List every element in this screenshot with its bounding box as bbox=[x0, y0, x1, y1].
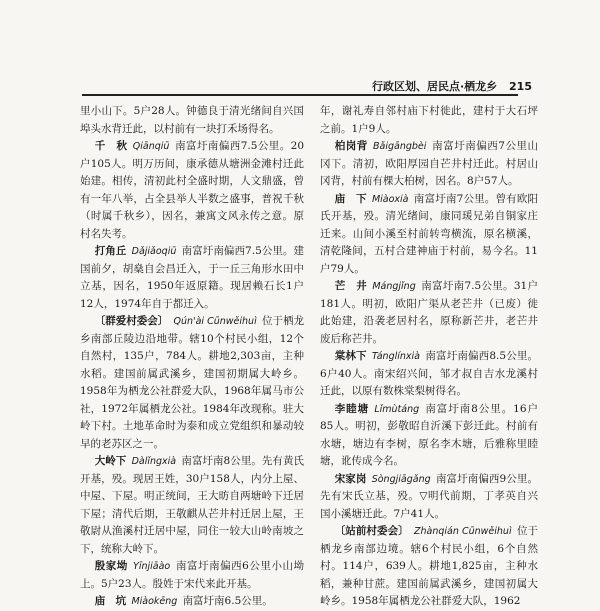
right-column bbox=[320, 103, 538, 611]
page-number: 215 bbox=[509, 80, 532, 93]
entry-name: 棠林下 bbox=[334, 350, 367, 362]
entry-name: 李睦塘 bbox=[334, 402, 370, 415]
running-header bbox=[372, 78, 532, 94]
gazetteer-entry bbox=[80, 558, 304, 593]
entry-pinyin: Zhànqián Cūnwěihuì bbox=[414, 526, 512, 537]
entry-name: 〔站前村委会〕 bbox=[334, 525, 409, 537]
continued-text bbox=[80, 103, 304, 138]
gazetteer-entry bbox=[80, 138, 304, 243]
entry-name: 千 秋 bbox=[94, 140, 128, 152]
entry-name: 芒 井 bbox=[334, 280, 368, 292]
header-title: 行政区划、居民点·栖龙乡 bbox=[372, 80, 498, 93]
entry-pinyin: Dàlǐngxià bbox=[131, 456, 177, 467]
gazetteer-entry bbox=[80, 313, 304, 453]
gazetteer-entry bbox=[80, 243, 304, 313]
entry-text: 南富圩南7公里。曾有欧阳氏开基，殁。清光绪间，康同瑗兄弟自铜家庄迁来。山间小溪至村前转弯横流，原名横溪，清乾隆间，五村合建神庙于村前，易今名。11户79人。 bbox=[320, 192, 538, 275]
entry-text: 位于栖龙乡南部丘陵边沿地带。辖10个村民小组，12个自然村，135户，784人。耕地2,303亩，主种水稻。建国前属武溪乡，建国初期属大岭乡。1958年为栖龙公社群爱大队，1968年属马市公社，1972年属栖龙公社。1984年改现称。驻大岭下村。土地革命时为泰和成立党组织和暴动较早的老苏区之一。 bbox=[80, 315, 304, 450]
entry-text: 南富圩南偏西7.5公里。20户105人。明万历间，康承德从塘洲金滩村迁此始建。相传，清初此村全盛时期，人文鼎盛，曾有一年八举，占全县举人半数之盛事，普祝千秋（时属千秋乡），因名，兼寓文风永传之意。原村名失考。 bbox=[80, 140, 305, 240]
entry-text: 南富圩南偏西9公里。先有宋氏立基，殁。▽明代前期，丁孝英自兴国小溪塘迁此。7户41人。 bbox=[320, 472, 538, 520]
entry-name: 殷家坳 bbox=[94, 560, 128, 572]
entry-pinyin: Mángjǐng bbox=[372, 281, 416, 292]
entry-text: 里小山下。5户28人。钟德良于清光绪间自兴国埠头水背迁此，以村前有一块打禾场得名。 bbox=[80, 105, 304, 135]
entry-pinyin: Miàoxià bbox=[371, 193, 409, 205]
entry-name: 大岭下 bbox=[94, 455, 127, 467]
entry-pinyin: Qiānqiū bbox=[132, 141, 170, 152]
header-rule bbox=[82, 94, 518, 96]
entry-text: 南富圩南8公里。先有黄氏开基，殁。现居王姓，30户158人，内分上屋、中屋、下屋。明正统间，王大昉自两塘岭下迁居下屋；清代后期，王敬麒从芒井村迁居上屋，王敬尉从渔溪村迁居中屋，同住一较大山岭南坡之下，统称大岭下。 bbox=[80, 455, 305, 555]
entry-text: 南富圩南6.5公里。 bbox=[182, 595, 273, 607]
gazetteer-entry bbox=[320, 401, 538, 471]
entry-pinyin: Sòngjiāgǎng bbox=[371, 473, 431, 485]
entry-name: 打角丘 bbox=[94, 245, 127, 257]
gazetteer-entry bbox=[80, 593, 304, 611]
entry-pinyin: Tánglínxià bbox=[371, 351, 420, 362]
gazetteer-entry bbox=[320, 523, 538, 611]
entry-pinyin: Miàokēng bbox=[131, 596, 178, 607]
entry-name: 〔群爱村委会〕 bbox=[94, 315, 169, 327]
entry-pinyin: Lǐmùtáng bbox=[374, 403, 420, 415]
entry-text: 南富圩南偏西7.5公里。建国前夕，胡燊自会昌迁入，于一丘三角形水田中立基，因名，1950年返原籍。现居赖石长1户12人，1974年自于都迁入。 bbox=[80, 245, 304, 310]
gazetteer-entry bbox=[320, 138, 538, 191]
left-column bbox=[80, 103, 304, 611]
entry-text: 南富圩南7.5公里。31户181人。明初，欧阳广渠从老芒井（已废）徙此始建，沿袭老居村名，原称新芒井，老芒井废后称芒井。 bbox=[320, 280, 539, 345]
entry-name: 宋家岗 bbox=[334, 472, 367, 485]
entry-text: 南富圩南偏西8.5公里。6户40人。南宋绍兴间，邹才叔自吉水龙溪村迁此，以原有数株棠梨树得名。 bbox=[320, 350, 539, 397]
entry-pinyin: Yīnjiāào bbox=[133, 561, 171, 572]
gazetteer-entry bbox=[320, 348, 538, 401]
entry-text: 位于栖龙乡南部边境。辖6个村民小组，6个自然村。114户，639人。耕地1,825亩，主种水稻，兼种甘蔗。建国前属武溪乡，建国初属大岭乡。1958年属栖龙公社群爱大队，1962 bbox=[320, 525, 539, 607]
entry-name: 庙 坑 bbox=[94, 595, 127, 607]
continued-text bbox=[320, 103, 538, 138]
entry-text: 南富圩南偏西7公里山冈下。清初，欧阳厚园自芒井村迁此。村居山冈背，村前有棵大柏树，因名。8户57人。 bbox=[320, 140, 539, 187]
entry-pinyin: Qún'ài Cūnwěihuì bbox=[173, 316, 257, 327]
gazetteer-entry bbox=[320, 278, 538, 348]
entry-text: 年，谢礼寿自邻村庙下村徙此，建村于大石坪之前。1户9人。 bbox=[320, 105, 538, 135]
gazetteer-entry bbox=[80, 453, 304, 558]
entry-name: 柏岗背 bbox=[334, 140, 368, 152]
entry-pinyin: Dǎjiǎoqiū bbox=[131, 246, 177, 257]
entry-text: 南富圩南8公里。16户85人。明初，彭敬昭自沂溪下彭迁此。村前有水塘，塘边有李树，原名李木塘，后雅称里睦塘，讹传成今名。 bbox=[320, 402, 538, 467]
entry-name: 庙 下 bbox=[334, 192, 367, 205]
entry-pinyin: Bǎigāngbèi bbox=[373, 141, 427, 152]
gazetteer-entry bbox=[320, 191, 538, 279]
gazetteer-entry bbox=[320, 471, 538, 524]
entry-text: 南富圩南偏西6公里小山坳上。5户23人。殷姓于宋代来此开基。 bbox=[80, 560, 305, 590]
